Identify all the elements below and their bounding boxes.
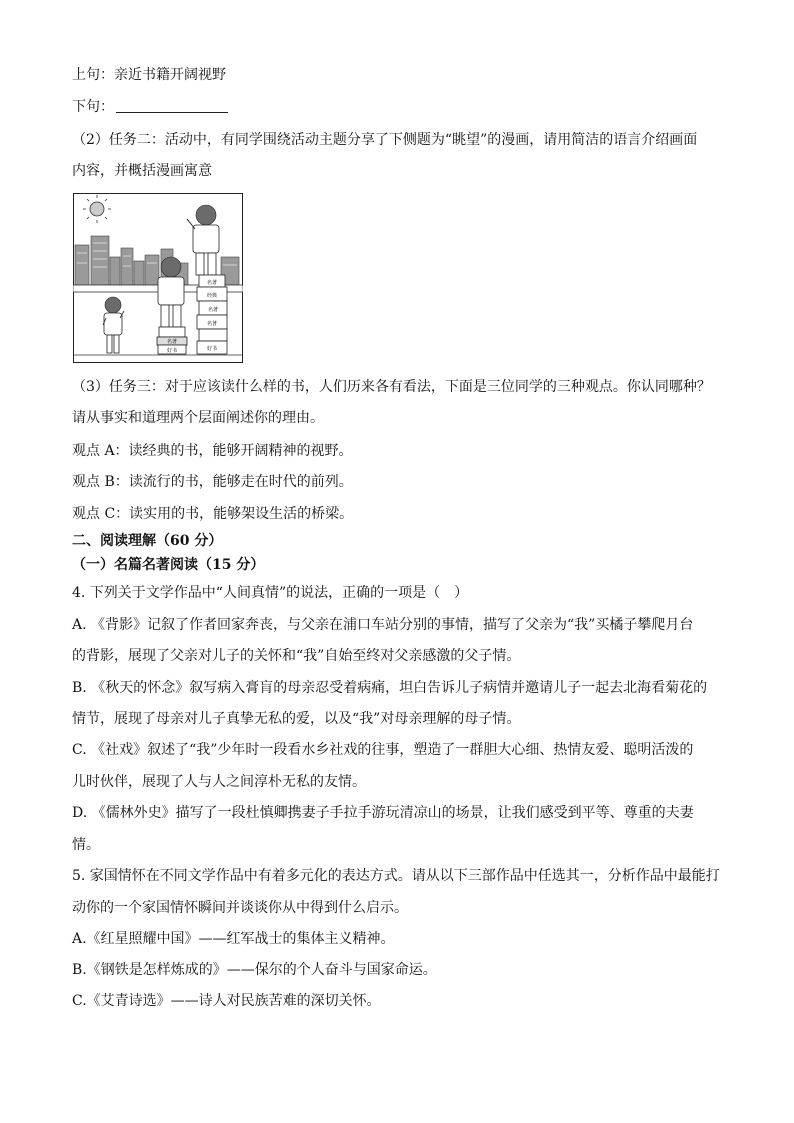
question-5: 5. 家国情怀在不同文学作品中有着多元化的表达方式。请从以下三部作品中任选其一，分析作品中最能打	[72, 868, 720, 884]
book-label: 名著	[166, 339, 178, 345]
option-a: A. 《背影》记叙了作者回家奔丧，与父亲在浦口车站分别的事情，描写了父亲为“我”买橘子攀爬月台	[72, 617, 694, 633]
tall-book-stack	[197, 275, 227, 354]
book-label: 名著	[206, 280, 218, 286]
work-option-c: C.《艾青诗选》——诗人对民族苦难的深切关怀。	[72, 993, 381, 1009]
option-b: B. 《秋天的怀念》叙写病入膏肓的母亲忍受着病痛，坦白告诉儿子病情并邀请儿子一起去北海看菊花的	[72, 680, 708, 696]
book-label: 好书	[166, 348, 178, 354]
option-c: C. 《社戏》叙述了“我”少年时一段看水乡社戏的往事，塑造了一群胆大心细、热情友爱、聪明活泼的	[72, 742, 694, 758]
blank-label: 下句：	[72, 99, 114, 115]
text-line: 请从事实和道理两个层面阐述你的理由。	[72, 410, 324, 426]
text-line: 观点 B：读流行的书，能够走在时代的前列。	[72, 474, 353, 490]
text-line: 上句：亲近书籍开阔视野	[72, 67, 226, 83]
answer-blank[interactable]	[116, 98, 228, 113]
book-label: 好书	[206, 346, 218, 352]
work-option-b: B.《钢铁是怎样炼成的》——保尔的个人奋斗与国家命运。	[72, 962, 437, 978]
text-line: （3）任务三：对于应该读什么样的书，人们历来各有看法，下面是三位同学的三种观点。你认同哪种？	[72, 379, 711, 395]
text-line-with-blank	[72, 97, 228, 117]
question-5-cont: 动你的一个家国情怀瞬间并谈谈你从中得到什么启示。	[72, 900, 408, 916]
option-d-cont: 情。	[72, 837, 100, 853]
subsection-heading: （一）名篇名著阅读（15 分）	[72, 557, 265, 573]
text-line: 观点 A：读经典的书，能够开阔精神的视野。	[72, 443, 353, 459]
question-4: 4. 下列关于文学作品中“人间真情”的说法，正确的一项是（ ）	[72, 585, 469, 601]
book-label: 名著	[207, 307, 219, 313]
middle-book-stack	[157, 327, 187, 354]
text-line: （2）任务二：活动中，有同学围绕活动主题分享了下侧题为“眺望”的漫画，请用简洁的语言介绍画面	[72, 132, 698, 148]
option-b-cont: 情节，展现了母亲对儿子真挚无私的爱，以及“我”对母亲理解的母子情。	[72, 711, 521, 727]
book-label: 经典	[206, 293, 218, 299]
cartoon-image	[73, 193, 243, 363]
option-d: D. 《儒林外史》描写了一段杜慎卿携妻子手拉手游玩清凉山的场景，让我们感受到平等、尊重的夫妻	[72, 805, 694, 821]
work-option-a: A.《红星照耀中国》——红军战士的集体主义精神。	[72, 931, 395, 947]
text-line: 内容，并概括漫画寓意	[72, 163, 212, 179]
text-line: 观点 C：读实用的书，能够架设生活的桥梁。	[72, 506, 354, 522]
book-label: 名著	[206, 321, 218, 327]
section-heading: 二、阅读理解（60 分）	[72, 533, 223, 549]
option-c-cont: 儿时伙伴，展现了人与人之间淳朴无私的友情。	[72, 774, 366, 790]
option-a-cont: 的背影，展现了父亲对儿子的关怀和“我”自始至终对父亲感激的父子情。	[72, 648, 521, 664]
